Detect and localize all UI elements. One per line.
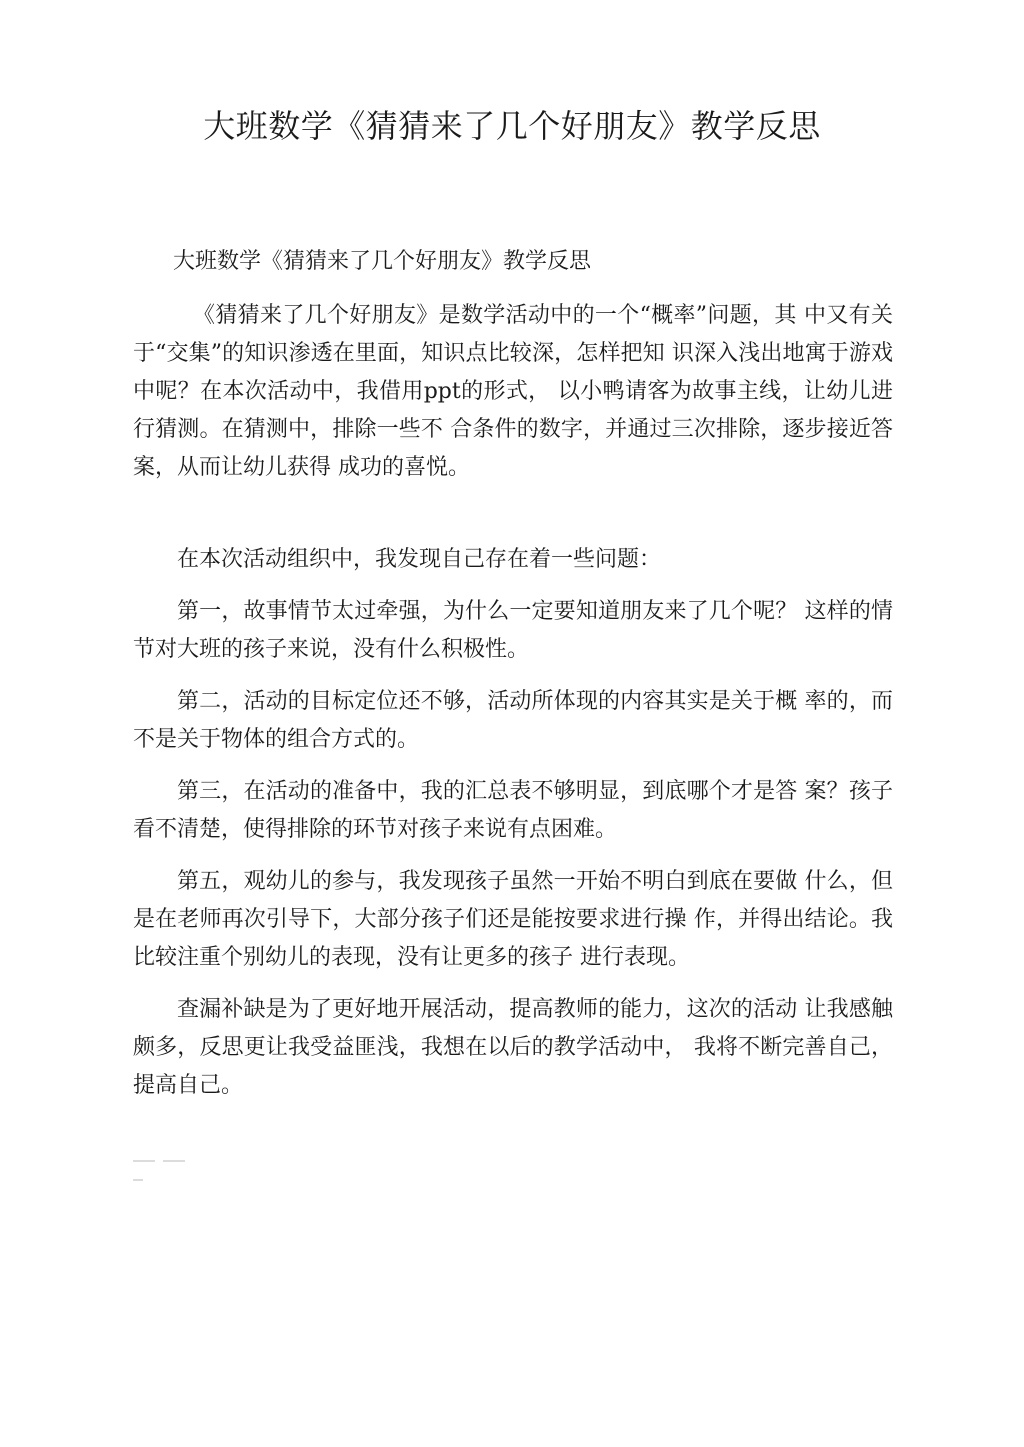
paragraph-third: 第三，在活动的准备中，我的汇总表不够明显，到底哪个才是答 案？孩子看不清楚，使得排除的环节对孩子来说有点困难。: [133, 779, 893, 842]
paragraph-fifth: 第五，观幼儿的参与，我发现孩子虽然一开始不明白到底在要做 什么，但是在老师再次引导下，大部分孩子们还是能按要求进行操 作，并得出结论。我比较注重个别幼儿的表现，没有让更多的孩子 进行表现。: [133, 869, 893, 970]
paragraph-intro: 《猜猜来了几个好朋友》是数学活动中的一个“概率”问题，其 中又有关于“交集”的知识渗透在里面，知识点比较深，怎样把知 识深入浅出地寓于游戏中呢？在本次活动中，我借用ppt的形式， 以小鸭请客为故事主线，让幼儿进行猜测。在猜测中，排除一些不 合条件的数字，并通过三次排除，逐步接近答案，从而让幼儿获得 成功的喜悦。: [133, 303, 893, 480]
document-subtitle: 大班数学《猜猜来了几个好朋友》教学反思: [173, 249, 592, 274]
paragraph-second: 第二，活动的目标定位还不够，活动所体现的内容其实是关于概 率的，而不是关于物体的组合方式的。: [133, 689, 893, 752]
paragraph-first: 第一，故事情节太过牵强，为什么一定要知道朋友来了几个呢？ 这样的情节对大班的孩子来说，没有什么积极性。: [133, 599, 893, 662]
paragraph-conclusion: 查漏补缺是为了更好地开展活动，提高教师的能力，这次的活动 让我感触颇多，反思更让我受益匪浅，我想在以后的教学活动中， 我将不断完善自己，提高自己。: [133, 997, 893, 1098]
paragraph-problems-lead: 在本次活动组织中，我发现自己存在着一些问题：: [177, 547, 662, 572]
document-body: [133, 243, 893, 1119]
document-title: 大班数学《猜猜来了几个好朋友》教学反思: [203, 107, 821, 145]
faint-scan-mark: [133, 1160, 203, 1166]
